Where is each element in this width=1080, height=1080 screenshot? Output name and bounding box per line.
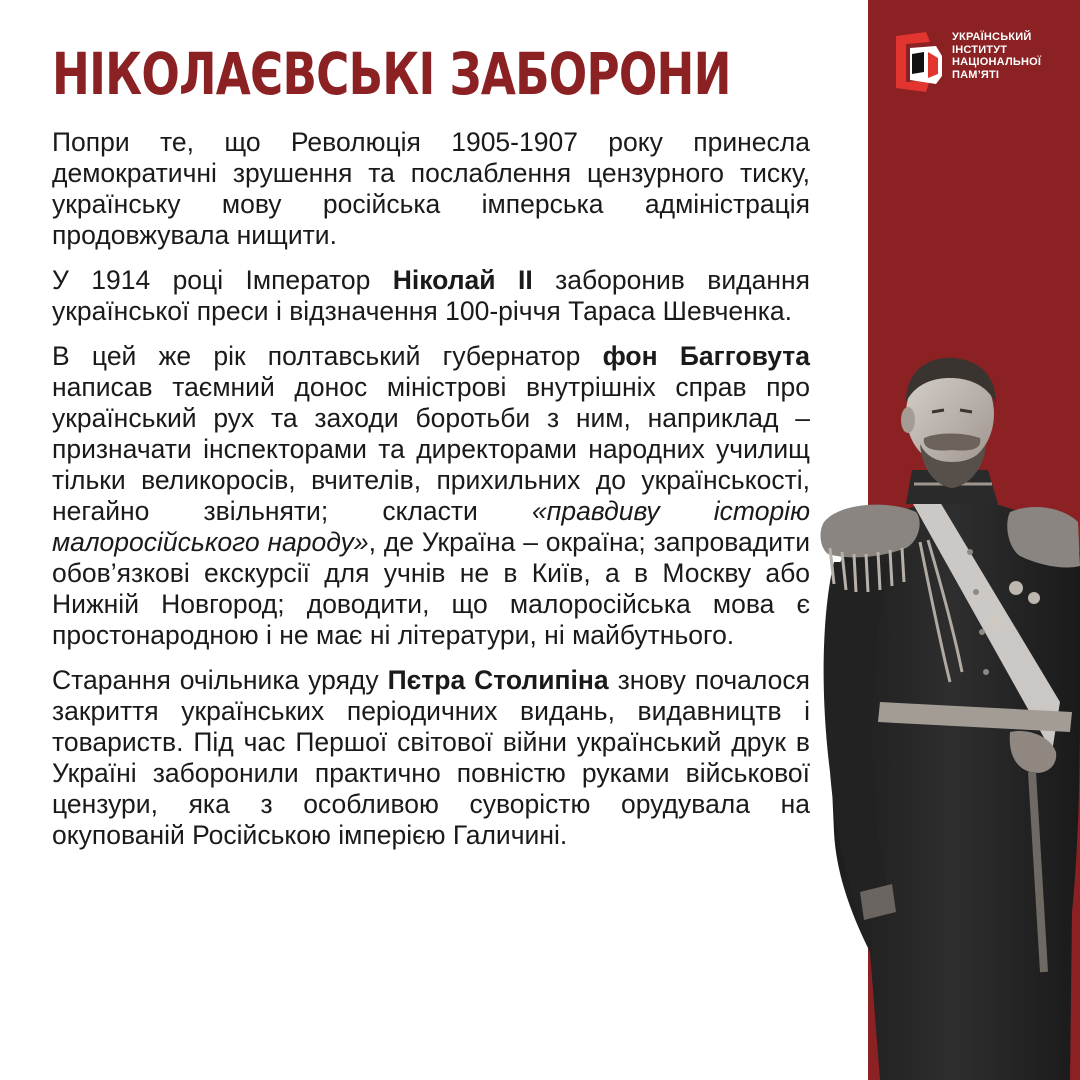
quote-italic: «правдиву історію малоросійського народу»	[52, 496, 810, 557]
institute-logo	[894, 30, 1064, 96]
logo-text	[952, 31, 1064, 81]
paragraph-2: У 1914 році Імператор Ніколай ІІ заборонив видання української преси і відзначення 100-річчя Тараса Шевченка.	[52, 265, 810, 326]
paragraph-3: В цей же рік полтавський губернатор фон Багговута написав таємний донос міністрові внутрішніх справ про український рух та заходи боротьби з ним, наприклад – призначати інспекторами та директорами народних училищ тільки великоросів, вчителів, прихильних до українськості, негайно звільняти; скласти «правдиву історію малоросійського народу», де Україна – окраїна; запровадити обов’язкові екскурсії для учнів не в Київ, а в Москву або Нижній Новгород; доводити, що малоросійська мова є простонародною і не має ні літератури, ні майбутнього.	[52, 341, 810, 650]
emphasis-name-baggovut: фон Багговута	[602, 341, 810, 371]
logo-line-3: НАЦІОНАЛЬНОЇ	[952, 56, 1042, 68]
emphasis-name-stolypin: Пєтра Столипіна	[387, 665, 609, 695]
article-body	[52, 127, 810, 865]
emphasis-name-nicholas: Ніколай ІІ	[392, 265, 533, 295]
page-title: НІКОЛАЄВСЬКІ ЗАБОРОНИ	[52, 40, 731, 108]
portrait-photo	[820, 352, 1080, 1080]
logo-line-4: ПАМ’ЯТІ	[952, 68, 1000, 81]
paragraph-1: Попри те, що Революція 1905-1907 року принесла демократичні зрушення та послаблення цензурного тиску, українську мову російська імперська адміністрація продовжувала нищити.	[52, 127, 810, 250]
logo-line-1: УКРАЇНСЬКИЙ	[952, 31, 1032, 43]
paragraph-4: Старання очільника уряду Пєтра Столипіна знову почалося закриття українських періодичних видань, видавництв і товариств. Під час Першої світової війни український друк в Україні заборонили практично повністю руками військової цензури, яка з особливою суворістю орудувала на окупованій Російською імперією Галичині.	[52, 665, 810, 850]
logo-mark-icon	[894, 30, 946, 94]
logo-line-2: ІНСТИТУТ	[952, 43, 1008, 56]
